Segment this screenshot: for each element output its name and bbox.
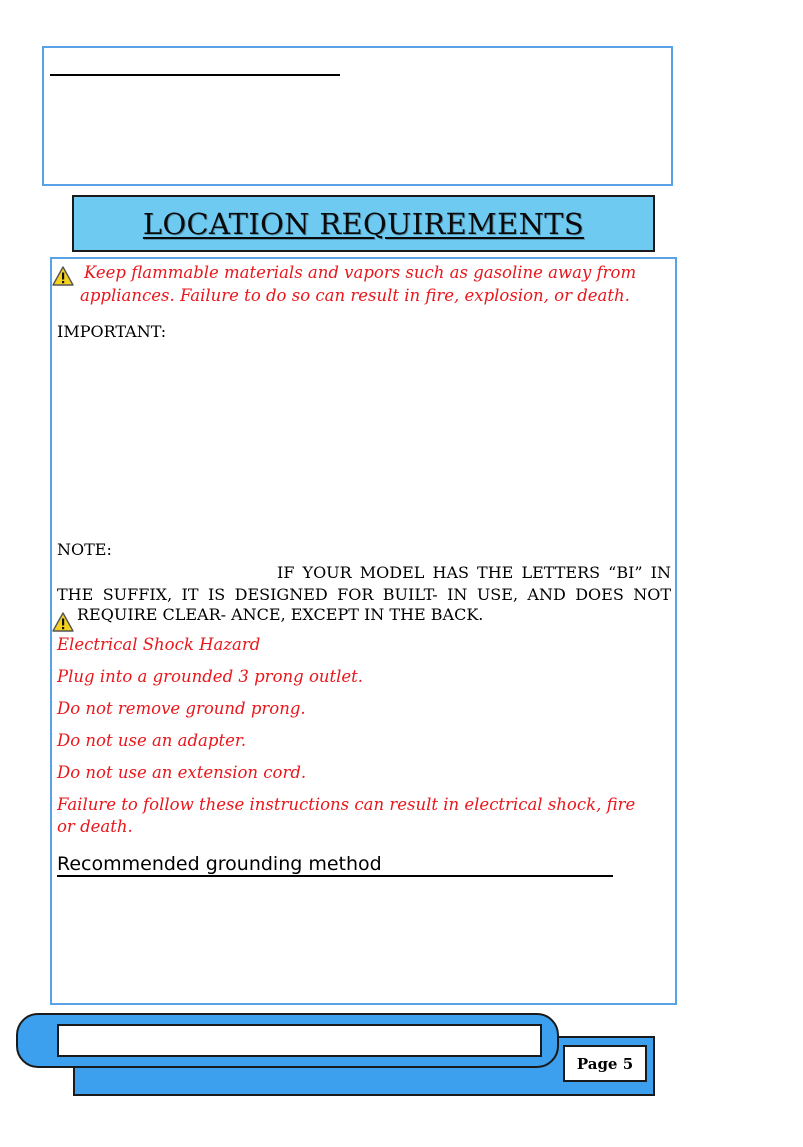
top-panel	[42, 46, 673, 186]
flammable-warning-line1: Keep flammable materials and vapors such as gasoline away from	[84, 263, 637, 282]
note-line3: REQUIRE CLEAR- ANCE, EXCEPT IN THE BACK.	[77, 605, 484, 624]
note-line1: IF YOUR MODEL HAS THE LETTERS “BI” IN	[277, 563, 671, 582]
title-banner	[72, 195, 655, 252]
important-label: IMPORTANT:	[57, 322, 167, 341]
top-heading-rule	[50, 74, 340, 76]
shock-hazard-item: Do not remove ground prong.	[57, 699, 306, 718]
warning-triangle-icon	[52, 266, 74, 286]
footer-bar	[57, 1024, 542, 1057]
flammable-warning-line2: appliances. Failure to do so can result in fire, explosion, or death.	[80, 286, 630, 305]
shock-failure-line2: or death.	[57, 817, 133, 836]
shock-failure-line1: Failure to follow these instructions can result in electrical shock, fire	[57, 795, 636, 814]
shock-hazard-item: Do not use an extension cord.	[57, 763, 307, 782]
content-panel	[50, 257, 677, 1005]
note-label: NOTE:	[57, 540, 112, 559]
shock-hazard-item: Plug into a grounded 3 prong outlet.	[57, 667, 364, 686]
grounding-heading: Recommended grounding method	[57, 853, 382, 875]
shock-hazard-title: Electrical Shock Hazard	[57, 635, 261, 654]
shock-hazard-item: Do not use an adapter.	[57, 731, 247, 750]
grounding-heading-rule	[57, 875, 613, 877]
page-title: LOCATION REQUIREMENTS	[142, 206, 585, 241]
page-number: Page 5	[576, 1054, 634, 1073]
page-number-box	[563, 1045, 647, 1082]
warning-triangle-icon	[52, 612, 74, 632]
note-line2: THE SUFFIX, IT IS DESIGNED FOR BUILT- IN USE, AND DOES NOT	[57, 585, 671, 604]
